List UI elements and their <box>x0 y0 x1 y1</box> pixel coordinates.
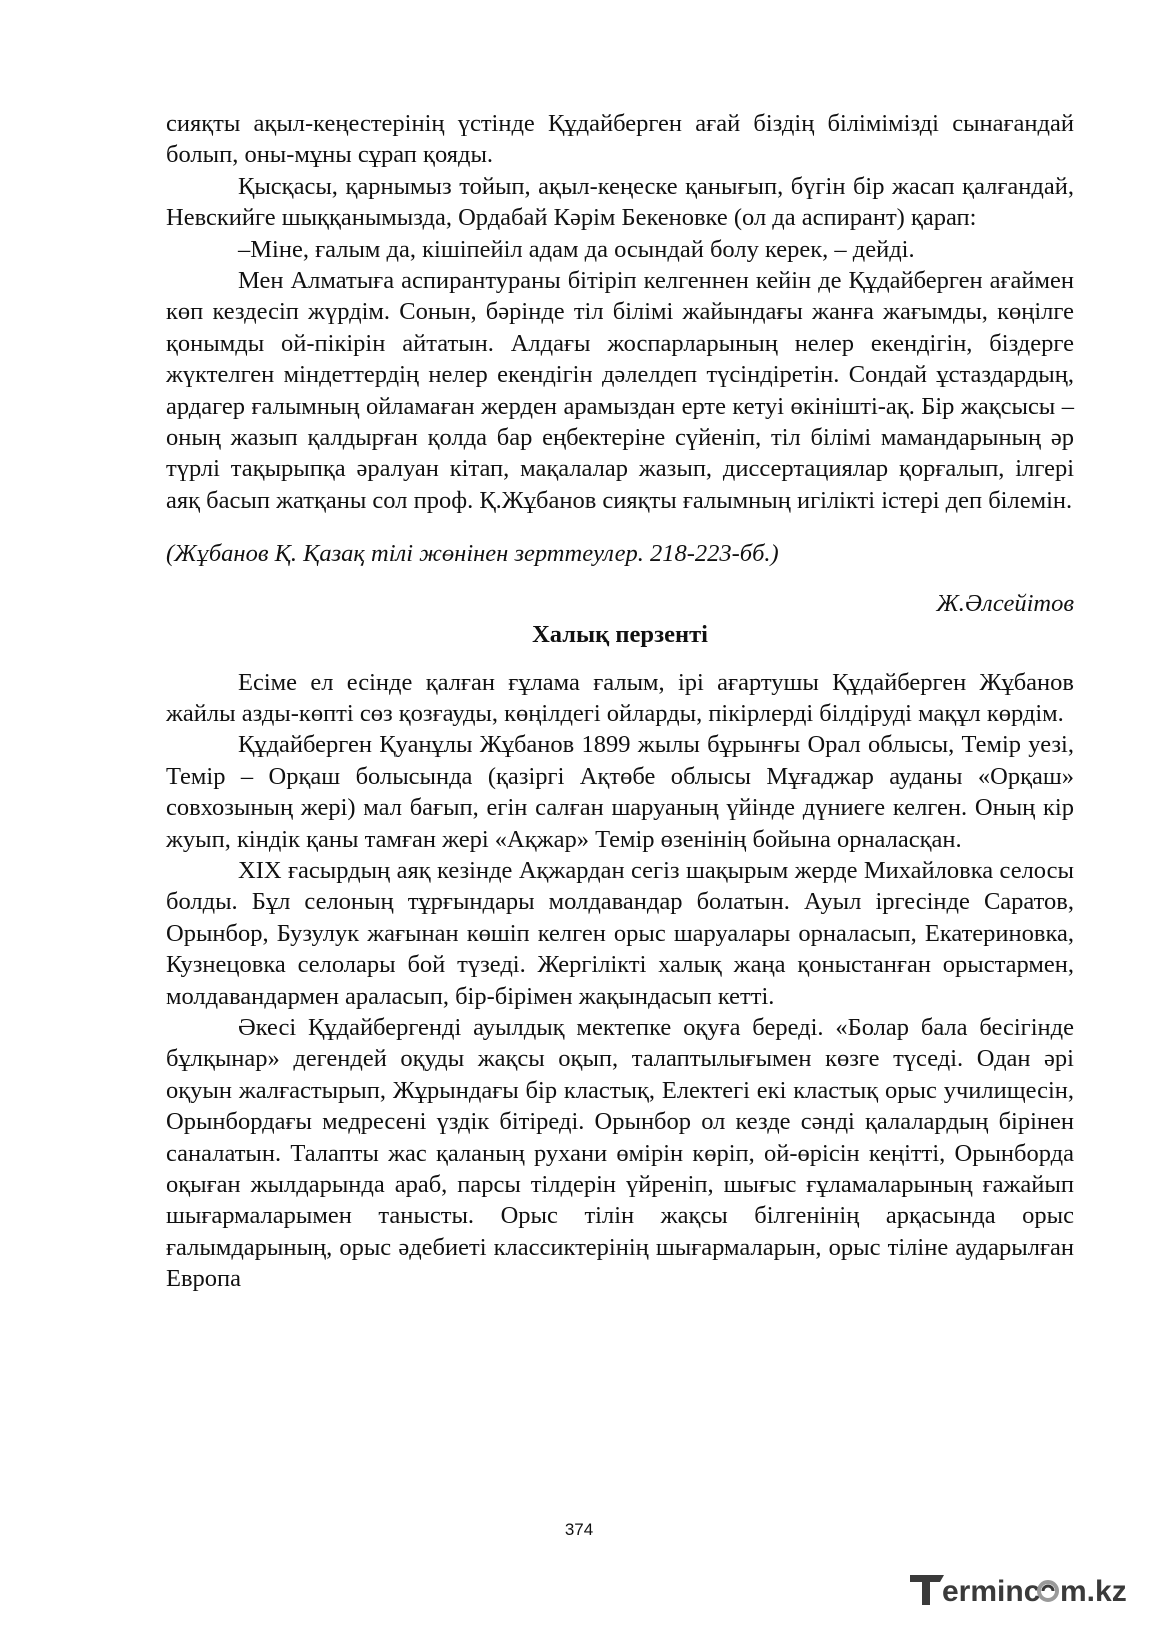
section-title: Халық перзенті <box>532 621 708 649</box>
paragraph: XIX ғасырдың аяқ кезінде Ақжардан сегіз шақырым жерде Михайловка селосы болды. Бұл селоның тұрғындары молдавандар болатын. Ауыл іргесінде Саратов, Орынбор, Бузулук жағынан көшіп келген орыс шаруалары орналасып, Екатериновка, Кузнецовка селолары бой түзеді. Жергілікті халық жаңа қоныстанған орыстармен, молдавандармен араласып, бір-бірімен жақындасып кетті. <box>166 856 1074 1010</box>
watermark-text-part: erminc <box>942 1575 1041 1608</box>
page-number: 374 <box>564 1520 594 1539</box>
watermark-logo-graphic <box>908 1569 1127 1609</box>
dialogue-line: –Міне, ғалым да, кішіпейіл адам да осындай болу керек, – дейді. <box>238 235 915 263</box>
paragraph: Қысқасы, қарнымыз тойып, ақыл-кеңеске қанығып, бүгін бір жасап қалғандай, Невскийге шыққанымызда, Ордабай Кәрім Бекеновке (ол да аспирант) қарап: <box>166 172 1074 232</box>
site-watermark-logo <box>908 1569 1127 1609</box>
source-citation: (Жұбанов Қ. Қазақ тілі жөнінен зерттеулер. 218-223-бб.) <box>166 540 779 568</box>
author-signature: Ж.Әлсейітов <box>936 589 1074 617</box>
watermark-text-part: m.kz <box>1060 1575 1127 1608</box>
paragraph: Мен Алматыға аспирантураны бітіріп келгеннен кейін де Құдайберген ағаймен көп кездесіп жүрдім. Сонын, бәрінде тіл білімі жайындағы жанға жағымды, көңілге қонымды ой-пікірін айтатын. Алдағы жоспарларының нелер екендігін, біздерге жүктелген міндеттердің нелер екендігін дәлелдеп түсіндіретін. Сондай ұстаздардың, ардагер ғалымның ойламаған жерден арамыздан ерте кетуі өкінішті-ақ. Бір жақсысы – оның жазып қалдырған қолда бар еңбектеріне сүйеніп, тіл білімі мамандарының әр түрлі тақырыпқа әралуан кітап, мақалалар жазып, диссертациялар қорғалып, ілгері аяқ басып жатқаны сол проф. Қ.Жұбанов сияқты ғалымның игілікті істері деп білемін. <box>166 267 1074 514</box>
paragraph: Құдайберген Қуанұлы Жұбанов 1899 жылы бұрынғы Орал облысы, Темір уезі, Темір – Орқаш болысында (қазіргі Ақтөбе облысы Мұғаджар ауданы «Орқаш» совхозының жері) мал бағып, егін салған шаруаның үйінде дүниеге келген. Оның кір жуып, кіндік қаны тамған жері «Ақжар» Темір өзенінің бойына орналасқан. <box>166 731 1074 853</box>
paragraph: сияқты ақыл-кеңестерінің үстінде Құдайберген ағай біздің білімімізді сынағандай болып, оны-мұны сұрап қояды. <box>166 110 1074 169</box>
paragraph: Есіме ел есінде қалған ғұлама ғалым, ірі ағартушы Құдайберген Жұбанов жайлы азды-көпті сөз қозғауды, көңілдегі ойларды, пікірлерді білдіруді мақұл көрдім. <box>166 668 1074 727</box>
paragraph: Әкесі Құдайбергенді ауылдық мектепке оқуға береді. «Болар бала бесігінде бұлқынар» дегендей оқуды жақсы оқып, талаптылығымен көзге түседі. Одан әрі оқуын жалғастырып, Жұрындағы бір кластық, Електегі екі кластық орыс училищесін, Орынбордағы медресені үздік бітіреді. Орынбор ол кезде сәнді қалалардың бірінен саналатын. Талапты жас қаланың рухани өмірін көріп, ой-өрісін кеңітті, Орынборда оқыған жылдарында араб, парсы тілдерін үйреніп, шығыс ғұламаларының ғажайып шығармаларымен танысты. Орыс тілін жақсы білгенінің арқасында орыс ғалымдарының, орыс әдебиеті классиктерінің шығармаларын, орыс тіліне аударылған Европа <box>166 1013 1074 1293</box>
page-content <box>166 108 1074 1295</box>
